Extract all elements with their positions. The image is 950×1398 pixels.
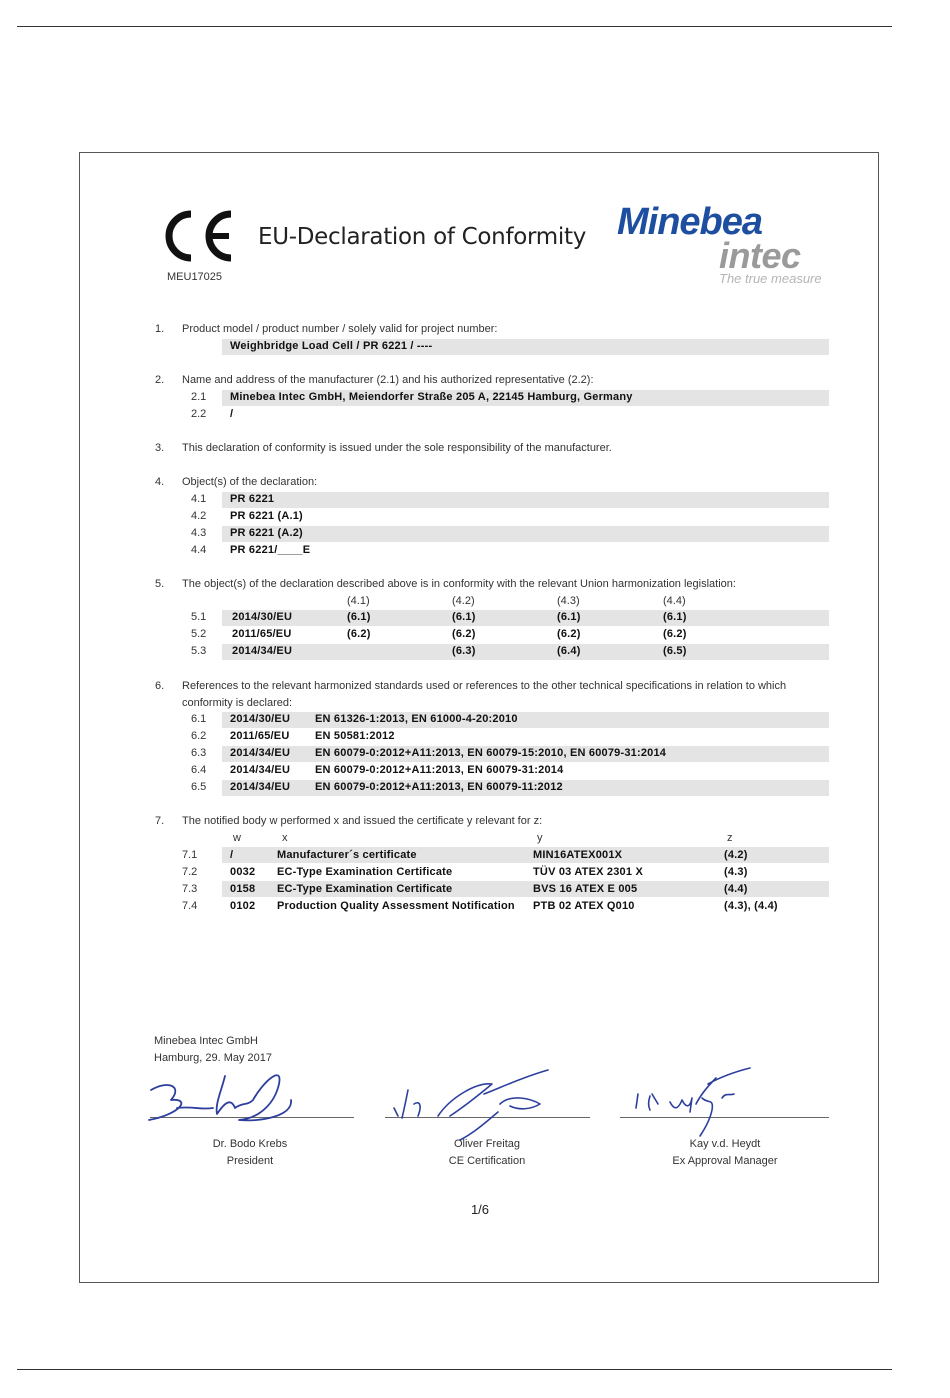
document-code: MEU17025 [167, 271, 223, 283]
row-5-1-number: 5.1 [191, 611, 207, 623]
svg-text:Minebea: Minebea [617, 201, 763, 243]
row-6-4-standards: EN 60079-0:2012+A11:2013, EN 60079-31:2014 [315, 764, 564, 776]
section-5-text: The object(s) of the declaration described above is in conformity with the relevant Union harmonization legislation: [182, 578, 736, 590]
row-5-3-directive: 2014/34/EU [232, 645, 293, 657]
section-6-text-line2: conformity is declared: [182, 697, 293, 709]
row-7-2-number: 7.2 [182, 866, 198, 878]
row-5-2-col2: (6.2) [452, 628, 476, 640]
svg-text:The true measure: The true measure [719, 271, 822, 286]
row-5-3-col3: (6.4) [557, 645, 581, 657]
section-7-text: The notified body w performed x and issued the certificate y relevant for z: [182, 815, 543, 827]
item-2-2-number: 2.2 [191, 408, 207, 420]
row-7-4-z: (4.3), (4.4) [724, 900, 778, 912]
section-4-text: Object(s) of the declaration: [182, 476, 318, 488]
signatory-1-role: President [226, 1155, 274, 1167]
row-5-1-col2: (6.1) [452, 611, 476, 623]
row-7-1-y: MIN16ATEX001X [533, 849, 623, 861]
col-z-header: z [727, 832, 733, 844]
row-5-1-directive: 2014/30/EU [232, 611, 293, 623]
section-1-text: Product model / product number / solely valid for project number: [182, 323, 498, 335]
representative-value: / [230, 408, 234, 420]
col-4-1-header: (4.1) [347, 595, 370, 607]
row-shade [222, 610, 829, 626]
row-6-2-directive: 2011/65/EU [230, 730, 290, 742]
section-5-number: 5. [155, 578, 165, 590]
row-5-2-col1: (6.2) [347, 628, 371, 640]
item-4-3-number: 4.3 [191, 527, 207, 539]
signatory-1-name: Dr. Bodo Krebs [212, 1138, 288, 1150]
row-7-3-number: 7.3 [182, 883, 198, 895]
row-6-2-number: 6.2 [191, 730, 207, 742]
row-5-1-col3: (6.1) [557, 611, 581, 623]
row-6-1-directive: 2014/30/EU [230, 713, 291, 725]
row-6-5-number: 6.5 [191, 781, 207, 793]
row-7-1-z: (4.2) [724, 849, 748, 861]
row-7-3-x: EC-Type Examination Certificate [277, 883, 453, 895]
item-2-1-number: 2.1 [191, 391, 207, 403]
row-5-3-number: 5.3 [191, 645, 207, 657]
row-7-2-w: 0032 [230, 866, 256, 878]
col-4-2-header: (4.2) [452, 595, 475, 607]
signatory-2-role: CE Certification [448, 1155, 526, 1167]
row-5-2-col4: (6.2) [663, 628, 687, 640]
row-5-2-number: 5.2 [191, 628, 207, 640]
row-7-3-y: BVS 16 ATEX E 005 [533, 883, 638, 895]
row-shade [222, 712, 829, 728]
item-4-1-number: 4.1 [191, 493, 207, 505]
signatory-3-role: Ex Approval Manager [672, 1155, 778, 1167]
section-2-text: Name and address of the manufacturer (2.1) and his authorized representative (2.2): [182, 374, 594, 386]
col-4-4-header: (4.4) [663, 595, 686, 607]
row-6-1-standards: EN 61326-1:2013, EN 61000-4-20:2010 [315, 713, 518, 725]
row-7-2-z: (4.3) [724, 866, 748, 878]
company-name: Minebea Intec GmbH [154, 1035, 258, 1047]
row-5-2-col3: (6.2) [557, 628, 581, 640]
ce-mark-icon [157, 206, 237, 266]
section-6-text-line1: References to the relevant harmonized standards used or references to the other technical specifications in relation to which [182, 680, 787, 692]
page-number: 1/6 [470, 1202, 490, 1217]
item-4-4-number: 4.4 [191, 544, 207, 556]
row-6-5-standards: EN 60079-0:2012+A11:2013, EN 60079-11:2012 [315, 781, 563, 793]
row-7-1-number: 7.1 [182, 849, 198, 861]
row-5-3-col2: (6.3) [452, 645, 476, 657]
signatory-2-name: Oliver Freitag [453, 1138, 521, 1150]
row-7-1-w: / [230, 849, 234, 861]
col-w-header: w [233, 832, 241, 844]
signatory-3-name: Kay v.d. Heydt [689, 1138, 761, 1150]
col-4-3-header: (4.3) [557, 595, 580, 607]
row-shade [222, 644, 829, 660]
row-6-3-directive: 2014/34/EU [230, 747, 291, 759]
row-6-5-directive: 2014/34/EU [230, 781, 291, 793]
place-date: Hamburg, 29. May 2017 [154, 1052, 273, 1064]
top-rule [17, 26, 892, 27]
row-7-4-x: Production Quality Assessment Notification [277, 900, 515, 912]
col-x-header: x [282, 832, 288, 844]
row-7-3-w: 0158 [230, 883, 256, 895]
product-model-value: Weighbridge Load Cell / PR 6221 / ---- [230, 340, 433, 352]
minebea-intec-logo [615, 200, 845, 288]
object-4-1-value: PR 6221 [230, 493, 275, 505]
signature-heydt [630, 1064, 770, 1139]
row-7-4-number: 7.4 [182, 900, 198, 912]
row-7-4-y: PTB 02 ATEX Q010 [533, 900, 635, 912]
row-shade [222, 526, 829, 542]
item-4-2-number: 4.2 [191, 510, 207, 522]
section-1-number: 1. [155, 323, 165, 335]
row-7-2-y: TÜV 03 ATEX 2301 X [533, 866, 643, 878]
section-3-text: This declaration of conformity is issued under the sole responsibility of the manufacturer. [182, 442, 612, 454]
section-3-number: 3. [155, 442, 165, 454]
bottom-rule [17, 1369, 892, 1370]
row-shade [222, 492, 829, 508]
row-7-3-z: (4.4) [724, 883, 748, 895]
col-y-header: y [537, 832, 543, 844]
row-6-4-directive: 2014/34/EU [230, 764, 291, 776]
row-6-1-number: 6.1 [191, 713, 207, 725]
signature-freitag [380, 1064, 560, 1144]
manufacturer-value: Minebea Intec GmbH, Meiendorfer Straße 205 A, 22145 Hamburg, Germany [230, 391, 633, 403]
document-title: EU-Declaration of Conformity [258, 224, 587, 250]
row-5-2-directive: 2011/65/EU [232, 628, 292, 640]
row-6-3-number: 6.3 [191, 747, 207, 759]
object-4-4-value: PR 6221/____E [230, 544, 311, 556]
section-4-number: 4. [155, 476, 165, 488]
row-5-1-col1: (6.1) [347, 611, 371, 623]
signature-krebs [143, 1062, 303, 1132]
row-6-3-standards: EN 60079-0:2012+A11:2013, EN 60079-15:2010, EN 60079-31:2014 [315, 747, 667, 759]
section-6-number: 6. [155, 680, 165, 692]
row-7-2-x: EC-Type Examination Certificate [277, 866, 453, 878]
row-6-4-number: 6.4 [191, 764, 207, 776]
row-7-1-x: Manufacturer´s certificate [277, 849, 417, 861]
row-5-3-col4: (6.5) [663, 645, 687, 657]
row-7-4-w: 0102 [230, 900, 256, 912]
row-6-2-standards: EN 50581:2012 [315, 730, 395, 742]
object-4-2-value: PR 6221 (A.1) [230, 510, 303, 522]
object-4-3-value: PR 6221 (A.2) [230, 527, 303, 539]
section-7-number: 7. [155, 815, 165, 827]
row-5-1-col4: (6.1) [663, 611, 687, 623]
section-2-number: 2. [155, 374, 165, 386]
svg-text:intec: intec [719, 235, 801, 276]
